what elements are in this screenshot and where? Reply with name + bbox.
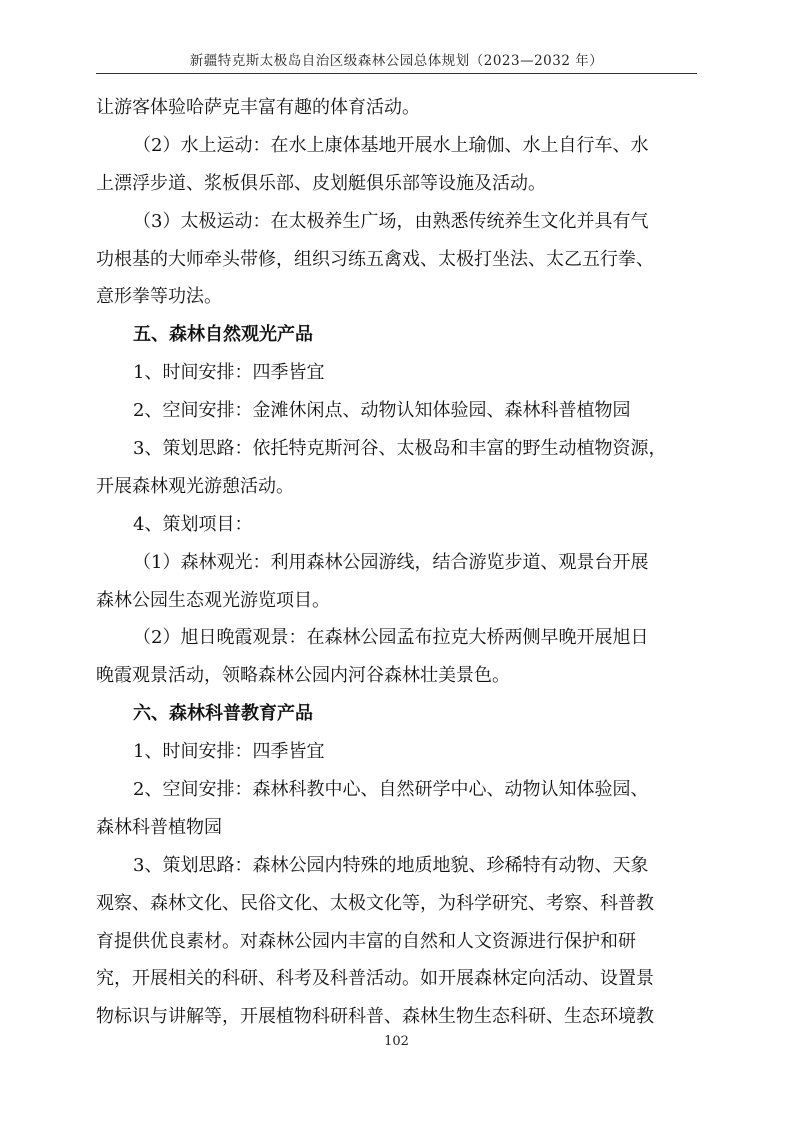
body-line: 上漂浮步道、浆板俱乐部、皮划艇俱乐部等设施及活动。 (96, 172, 546, 194)
body-line: 3、策划思路：依托特克斯河谷、太极岛和丰富的野生动植物资源， (133, 438, 667, 460)
body-line: 森林科普植物园 (96, 816, 222, 838)
page-number: 102 (384, 1034, 409, 1049)
body-line: 2、空间安排：金滩休闲点、动物认知体验园、森林科普植物园 (133, 400, 631, 422)
body-line: 1、时间安排：四季皆宜 (133, 362, 325, 384)
body-line: 育提供优良素材。对森林公园内丰富的自然和人文资源进行保护和研 (96, 930, 636, 952)
running-header: 新疆特克斯太极岛自治区级森林公园总体规划（2023—2032 年） (189, 53, 604, 69)
body-line: （2）水上运动：在水上康体基地开展水上瑜伽、水上自行车、水 (133, 134, 649, 156)
body-line: 让游客体验哈萨克丰富有趣的体育活动。 (96, 97, 420, 118)
body-line: 物标识与讲解等，开展植物科研科普、森林生物生态科研、生态环境教 (96, 1006, 654, 1028)
body-line: 3、策划思路：森林公园内特殊的地质地貌、珍稀特有动物、天象 (133, 854, 649, 876)
body-line: 1、时间安排：四季皆宜 (133, 741, 325, 763)
body-line: 森林公园生态观光游览项目。 (96, 589, 330, 611)
body-line: （1）森林观光：利用森林公园游线，结合游览步道、观景台开展 (133, 551, 649, 573)
body-line: 开展森林观光游憩活动。 (96, 475, 294, 497)
body-line: 4、策划项目： (133, 513, 253, 535)
body-line: （2）旭日晚霞观景：在森林公园孟布拉克大桥两侧早晚开展旭日 (133, 627, 649, 649)
body-line: 意形拳等功法。 (96, 286, 222, 308)
section-heading: 五、森林自然观光产品 (133, 324, 313, 346)
body-line: 晚霞观景活动，领略森林公园内河谷森林壮美景色。 (96, 665, 510, 687)
body-line: （3）太极运动：在太极养生广场，由熟悉传统养生文化并具有气 (133, 210, 649, 232)
header-rule (96, 73, 697, 74)
section-heading: 六、森林科普教育产品 (133, 703, 313, 725)
body-line: 究，开展相关的科研、科考及科普活动。如开展森林定向活动、设置景 (96, 968, 654, 990)
body-line: 2、空间安排：森林科教中心、自然研学中心、动物认知体验园、 (133, 779, 649, 801)
body-line: 功根基的大师牵头带修，组织习练五禽戏、太极打坐法、太乙五行拳、 (96, 248, 654, 270)
body-line: 观察、森林文化、民俗文化、太极文化等，为科学研究、考察、科普教 (96, 892, 654, 914)
document-body (96, 89, 698, 1036)
